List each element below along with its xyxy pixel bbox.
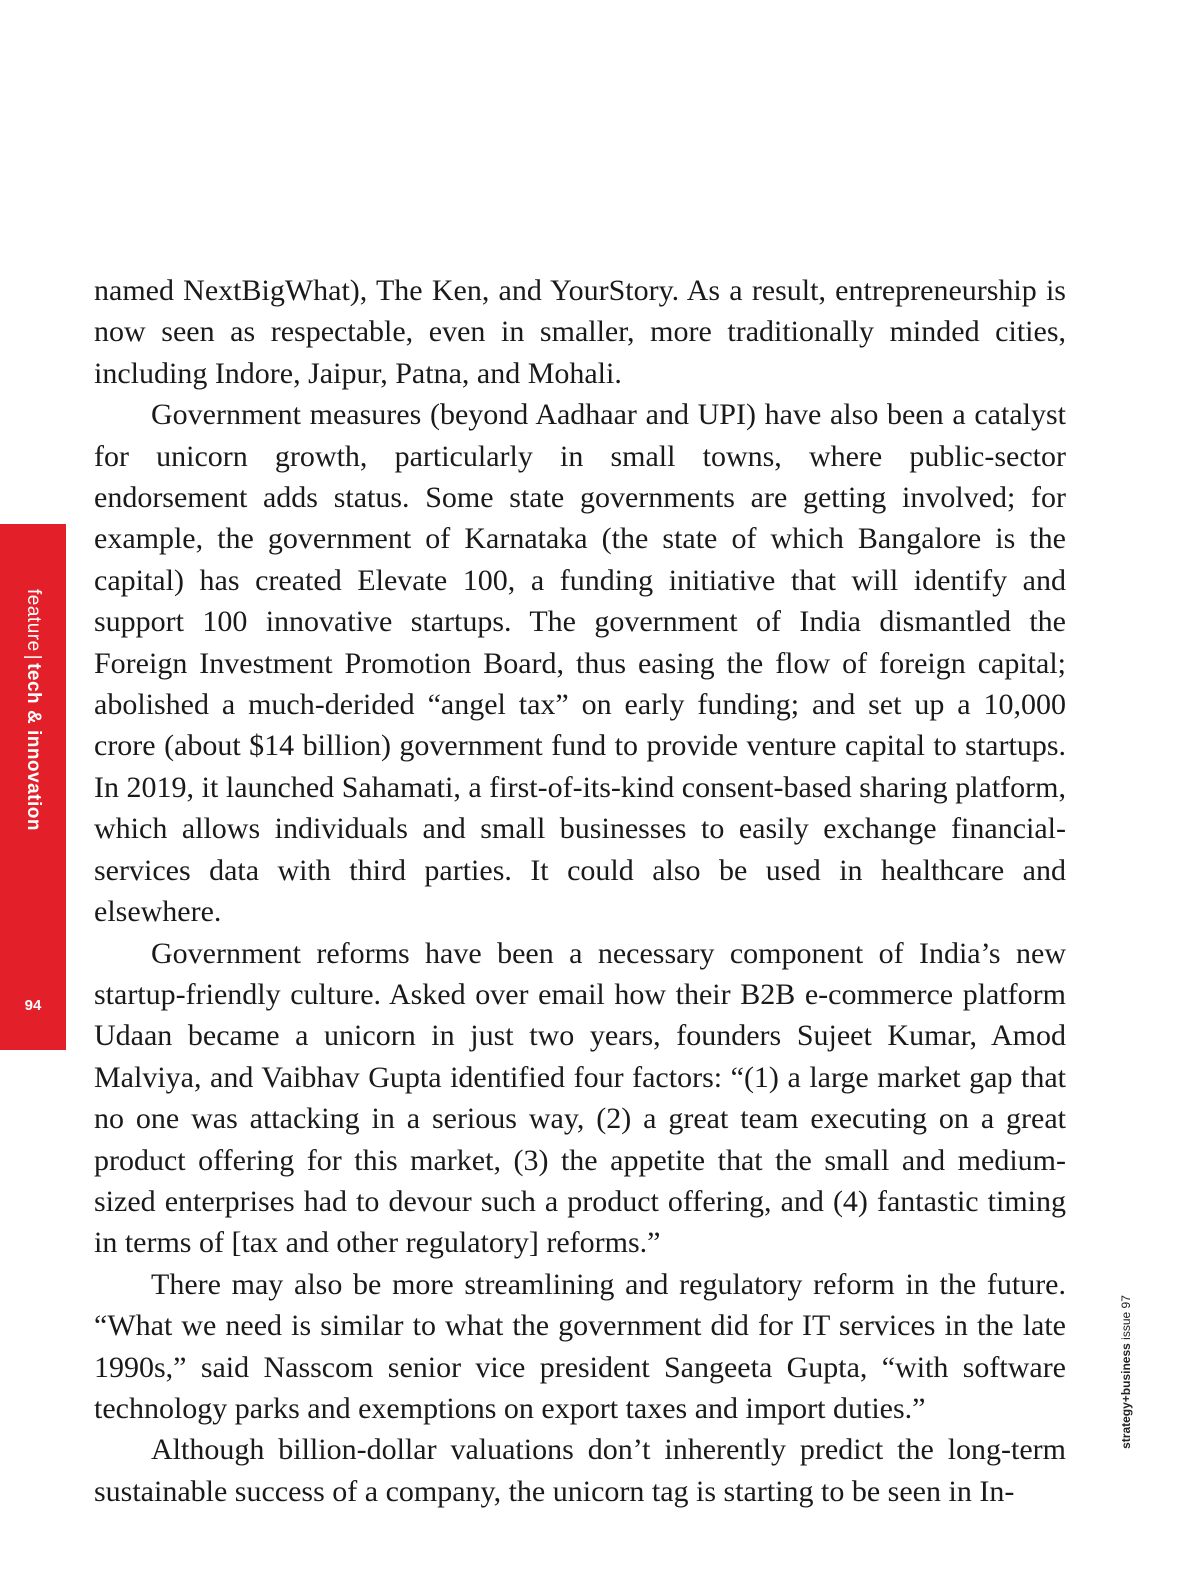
- section-separator: |: [23, 654, 44, 661]
- paragraph-1: named NextBigWhat), The Ken, and YourStory. As a result, entrepreneurship is now seen as respectable, even in smaller, more traditionally minded cities, including Indore, Jaipur, Patna, and Mohali.: [94, 274, 1066, 390]
- page-number: 94: [24, 997, 42, 1014]
- section-label: [22, 589, 44, 831]
- section-name: feature: [23, 589, 44, 652]
- publication-footer: [1119, 1295, 1133, 1449]
- paragraph-4: There may also be more streamlining and regulatory reform in the future. “What we need is similar to what the government did for IT services in the late 1990s,” said Nasscom senior vice president Sangeeta Gupta, “with software technology parks and exemptions on export taxes and import duties.”: [94, 1267, 1066, 1425]
- section-topic: tech & innovation: [23, 663, 44, 831]
- article-body: [94, 270, 1066, 1512]
- publication-name: strategy+business: [1119, 1343, 1133, 1449]
- paragraph-3: Government reforms have been a necessary component of India’s new startup-friendly culture. Asked over email how their B2B e-commerce platform Udaan became a unicorn in just two years, founders Sujeet Kumar, Amod Malviya, and Vaibhav Gupta identified four factors: “(1) a large market gap that no one was attacking in a serious way, (2) a great team executing on a great product offering for this market, (3) the appetite that the small and medium-sized enterprises had to devour such a product offering, and (4) fantastic timing in terms of [tax and other regulatory] reforms.”: [94, 936, 1066, 1260]
- paragraph-2: Government measures (beyond Aadhaar and UPI) have also been a catalyst for unicorn growth, particularly in small towns, where public-sector endorsement adds status. Some state governments are getting involved; for example, the government of Karnataka (the state of which Bangalore is the capital) has created Elevate 100, a funding initiative that will identify and support 100 innovative startups. The government of India dismantled the Foreign Investment Promotion Board, thus easing the flow of foreign capital; abolished a much-derided “angel tax” on early funding; and set up a 10,000 crore (about $14 billion) government fund to provide venture capital to startups. In 2019, it launched Sahamati, a first-of-its-kind consent-based sharing platform, which allows individuals and small businesses to easily exchange financial-services data with third parties. It could also be used in healthcare and elsewhere.: [94, 398, 1066, 929]
- issue-number: issue 97: [1119, 1295, 1133, 1340]
- paragraph-5: Although billion-dollar valuations don’t inherently predict the long-term sustainable success of a company, the unicorn tag is starting to be seen in In-: [94, 1433, 1066, 1508]
